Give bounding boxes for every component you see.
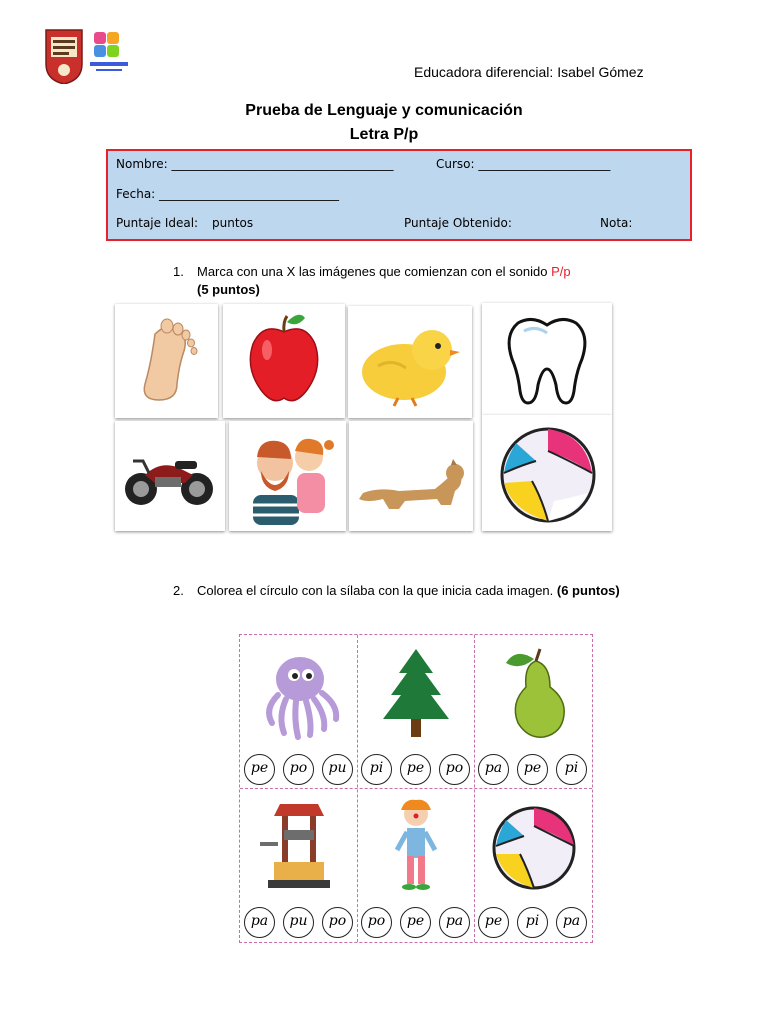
syllable-circle[interactable]: po: [361, 907, 392, 938]
school-crest-icon: [44, 28, 134, 84]
question1-points: (5 puntos): [197, 282, 260, 297]
syllable-circle[interactable]: pu: [322, 754, 353, 785]
clown-icon: [371, 796, 461, 896]
integration-logo-icon: [90, 32, 128, 71]
octopus-icon: [254, 643, 344, 743]
syllable-circle[interactable]: pe: [517, 754, 548, 785]
syllable-circle[interactable]: po: [283, 754, 314, 785]
syllable-circle[interactable]: pe: [244, 754, 275, 785]
pear-icon: [488, 643, 578, 743]
syllable-circle[interactable]: pe: [400, 754, 431, 785]
syllable-circle[interactable]: po: [322, 907, 353, 938]
syllable-circle[interactable]: pa: [439, 907, 470, 938]
dad-and-daughter-icon: [229, 421, 346, 531]
question1-text: [197, 264, 571, 279]
apple-icon: [223, 304, 345, 418]
question2-text: [197, 583, 620, 598]
apple-image[interactable]: [223, 304, 345, 418]
question2-instruction: Colorea el círculo con la sílaba con la que inicia cada imagen.: [197, 583, 554, 598]
syllable-circle[interactable]: pi: [361, 754, 392, 785]
syllable-cell-clown: [357, 788, 474, 941]
question2-number: 2.: [173, 583, 184, 598]
course-field[interactable]: Curso: ______________________: [436, 157, 611, 171]
question1-highlight: P/p: [551, 264, 571, 279]
pine-tree-icon: [371, 643, 461, 743]
syllable-circle[interactable]: pi: [556, 754, 587, 785]
name-field[interactable]: Nombre: _____________________________________: [116, 157, 394, 171]
syllable-grid: [239, 634, 593, 943]
question1-number: 1.: [173, 264, 184, 279]
student-info-box: [106, 149, 692, 241]
foot-image[interactable]: [115, 304, 218, 418]
foot-icon: [115, 304, 218, 418]
ideal-score-label: Puntaje Ideal:: [116, 216, 199, 230]
beach-ball-icon: [482, 415, 612, 531]
syllable-cell-beach-ball: [474, 788, 591, 941]
motorcycle-icon: [115, 421, 225, 531]
syllable-cell-water-well: [240, 788, 357, 941]
points-label: puntos: [212, 216, 254, 230]
question2-points: (6 puntos): [556, 583, 620, 598]
beach-ball-icon: [488, 796, 578, 896]
page-subtitle: Letra P/p: [349, 126, 419, 143]
water-well-icon: [254, 796, 344, 896]
obtained-score-label: Puntaje Obtenido:: [404, 216, 512, 230]
syllable-circle[interactable]: pe: [400, 907, 431, 938]
dad-and-daughter-image[interactable]: [229, 421, 346, 531]
puma-image[interactable]: [349, 421, 473, 531]
syllable-cell-pine-tree: [357, 635, 474, 788]
syllable-circle[interactable]: pe: [478, 907, 509, 938]
school-logos: [44, 28, 134, 84]
date-field[interactable]: Fecha: ______________________________: [116, 187, 340, 201]
page-title: Prueba de Lenguaje y comunicación: [245, 102, 523, 119]
grade-label: Nota:: [600, 216, 633, 230]
syllable-circle[interactable]: pu: [283, 907, 314, 938]
teacher-name: Educadora diferencial: Isabel Gómez: [414, 64, 644, 80]
puma-icon: [349, 421, 473, 531]
question1-instruction: Marca con una X las imágenes que comienzan con el sonido: [197, 264, 548, 279]
tooth-icon: [482, 303, 612, 415]
syllable-circle[interactable]: po: [439, 754, 470, 785]
syllable-cell-pear: [474, 635, 591, 788]
syllable-cell-octopus: [240, 635, 357, 788]
chick-image[interactable]: [348, 306, 472, 418]
motorcycle-image[interactable]: [115, 421, 225, 531]
syllable-circle[interactable]: pa: [244, 907, 275, 938]
syllable-circle[interactable]: pa: [478, 754, 509, 785]
syllable-circle[interactable]: pi: [517, 907, 548, 938]
syllable-circle[interactable]: pa: [556, 907, 587, 938]
tooth-image[interactable]: [482, 303, 612, 415]
chick-icon: [348, 306, 472, 418]
beach-ball-image[interactable]: [482, 415, 612, 531]
